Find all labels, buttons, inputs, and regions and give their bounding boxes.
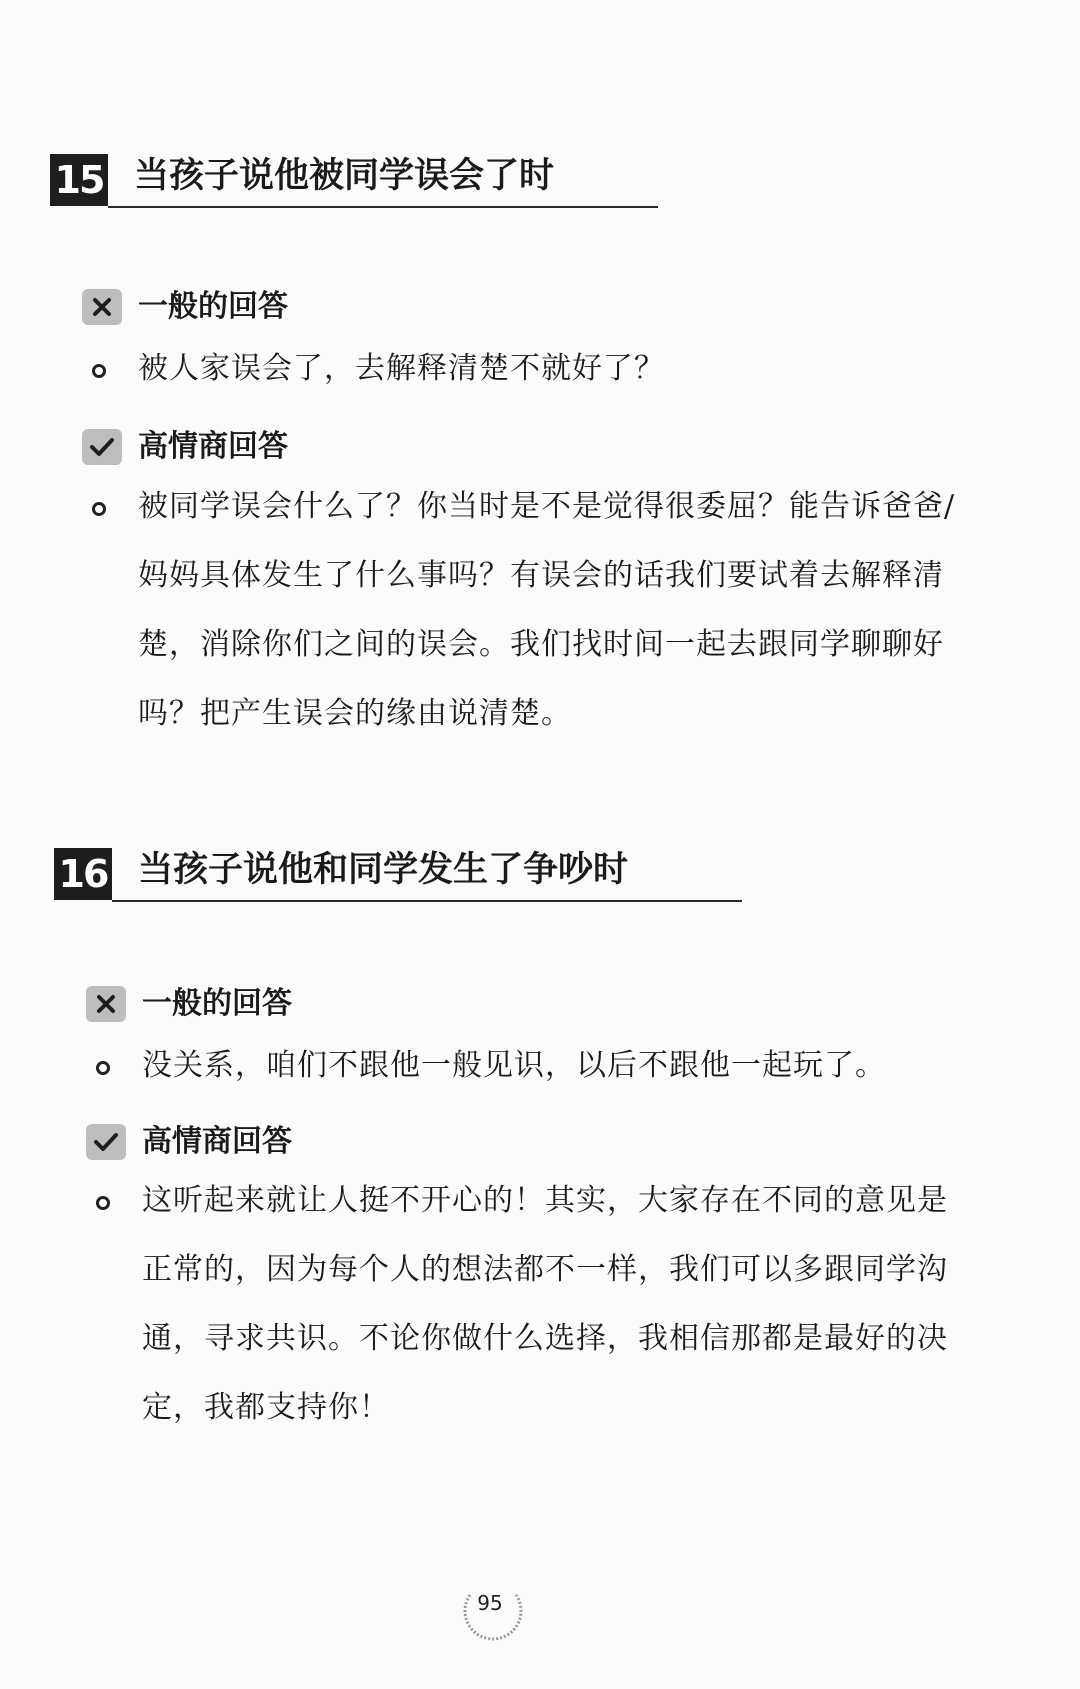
- eq-label-text: 高情商回答: [142, 1124, 292, 1159]
- general-answer-text: 没关系，咱们不跟他一般见识，以后不跟他一起玩了。: [142, 1048, 886, 1083]
- check-icon: [82, 429, 122, 465]
- section-title: 当孩子说他和同学发生了争吵时: [138, 850, 629, 890]
- page-number: 95: [477, 1591, 503, 1615]
- check-icon: [86, 1124, 126, 1160]
- bullet-icon: [92, 502, 106, 516]
- general-answer-text: 被人家误会了，去解释清楚不就好了？: [138, 351, 665, 386]
- general-label-text: 一般的回答: [138, 289, 288, 324]
- page-number-badge: [458, 1575, 528, 1645]
- bullet-icon: [92, 364, 106, 378]
- section-title: 当孩子说他被同学误会了时: [134, 156, 555, 196]
- eq-label-text: 高情商回答: [138, 429, 288, 464]
- eq-answer-text: 这听起来就让人挺不开心的！其实，大家存在不同的意见是正常的，因为每个人的想法都不一样，我们可以多跟同学沟通，寻求共识。不论你做什么选择，我相信那都是最好的决定，我都支持你！: [142, 1183, 948, 1425]
- show-through-decoration: [835, 140, 955, 200]
- section-number: 15: [50, 154, 108, 206]
- eq-answer-text: 被同学误会什么了？你当时是不是觉得很委屈？能告诉爸爸/妈妈具体发生了什么事吗？有误会的话我们要试着去解释清楚，消除你们之间的误会。我们找时间一起去跟同学聊聊好吗？把产生误会的缘由说清楚。: [138, 489, 956, 731]
- section-number: 16: [54, 848, 112, 900]
- cross-icon: [82, 289, 122, 325]
- bullet-icon: [96, 1196, 110, 1210]
- cross-icon: [86, 986, 126, 1022]
- bullet-icon: [96, 1061, 110, 1075]
- general-label-text: 一般的回答: [142, 986, 292, 1021]
- title-underline: [108, 206, 658, 208]
- title-underline: [112, 900, 742, 902]
